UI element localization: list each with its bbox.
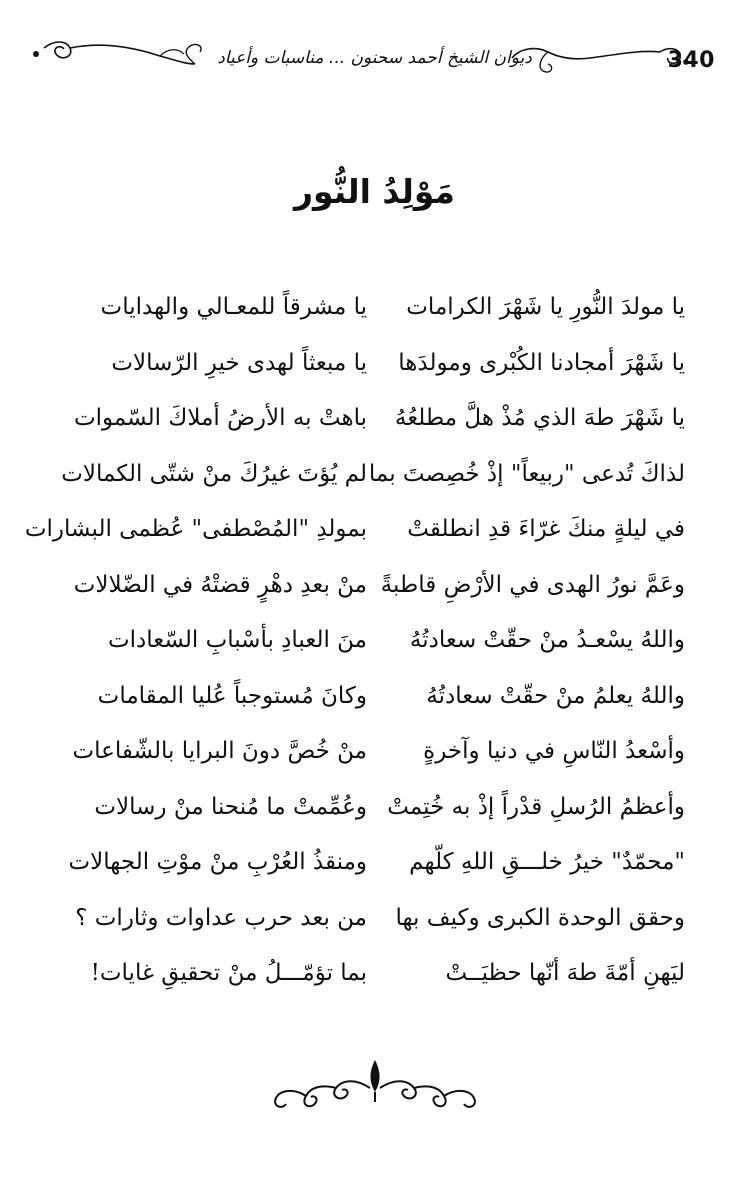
first-hemistich: يا شَهْرَ طهَ الذي مُذْ هلَّ مطلعُهُ [394,405,685,431]
verse [55,899,685,955]
second-hemistich: منْ بعدِ دهْرٍ قضتْهُ في الضّلالات [73,571,367,598]
second-hemistich: وكانَ مُستوجباً عُليا المقامات [97,682,367,709]
verse [55,399,685,455]
page-header [0,18,749,78]
second-hemistich: منْ خُصَّ دونَ البرايا بالشّفاعات [72,738,367,764]
verse [55,288,685,344]
second-hemistich: لم يُؤتَ غيرُكَ منْ شتّى الكمالات [61,460,367,487]
second-hemistich: يا مبعثاً لهدى خيرِ الرّسالات [111,349,367,376]
first-hemistich: يا شَهْرَ أمجادنا الكُبْرى ومولدَها [398,349,685,376]
first-hemistich: ليَهنِ أمّةَ طهَ أنّها حظيَــتْ [445,960,685,986]
second-hemistich: وعُمِّمتْ ما مُنحنا منْ رسالات [94,793,367,820]
first-hemistich: يا مولدَ النُّورِ يا شَهْرَ الكرامات [406,294,685,320]
first-hemistich: "محمّدٌ" خيرُ خلـــقِ اللهِ كلّهم [409,849,685,875]
first-hemistich: وأعظمُ الرُسلِ قدْراً إذْ به خُتِمتْ [387,793,685,820]
verse [55,344,685,400]
first-hemistich: وحقق الوحدة الكبرى وكيف بها [395,904,685,931]
poem-verses [24,288,685,1010]
verse [55,954,685,1010]
first-hemistich: وعَمَّ نورُ الهدى في الأرْضِ قاطبةً [380,571,685,598]
first-hemistich: واللهُ يعلمُ منْ حقّتْ سعادتُهُ [426,682,685,709]
second-hemistich: بمولدِ "المُصْطفى" عُظمى البشارات [24,516,367,542]
first-hemistich: واللهُ يسْعـدُ منْ حقّتْ سعادتُهُ [409,627,685,653]
page-number: 340 [667,48,715,73]
first-hemistich: لذاكَ تُدعى "ربيعاً" إذْ خُصِصتَ بما [368,460,685,487]
end-ornament [250,1052,500,1122]
verse [55,788,685,844]
running-title: ديوان الشيخ أحمد سحنون ... مناسبات وأعياد [217,48,532,68]
second-hemistich: من بعد حرب عداوات وثارات ؟ [75,904,367,931]
verse [55,732,685,788]
verse [55,455,685,511]
verse [55,677,685,733]
second-hemistich: منَ العبادِ بأسْبابِ السّعادات [107,627,367,653]
second-hemistich: يا مشرقاً للمعـالي والهدايات [100,294,367,320]
first-hemistich: وأسْعدُ النّاسِ في دنيا وآخرةٍ [423,738,685,764]
second-hemistich: باهتْ به الأرضُ أملاكَ السّموات [73,405,367,431]
poem-title: مَوْلِدُ النُّور [294,172,455,211]
second-hemistich: ومنقذُ العُرْبِ منْ موْتِ الجهالات [68,849,367,875]
verse [55,621,685,677]
verse [55,566,685,622]
first-hemistich: في ليلةٍ منكَ غرّاءَ قدِ انطلقتْ [407,516,685,542]
verse [24,510,685,566]
second-hemistich: بما تؤمّـــلُ منْ تحقيقِ غايات! [90,960,367,986]
verse [55,843,685,899]
